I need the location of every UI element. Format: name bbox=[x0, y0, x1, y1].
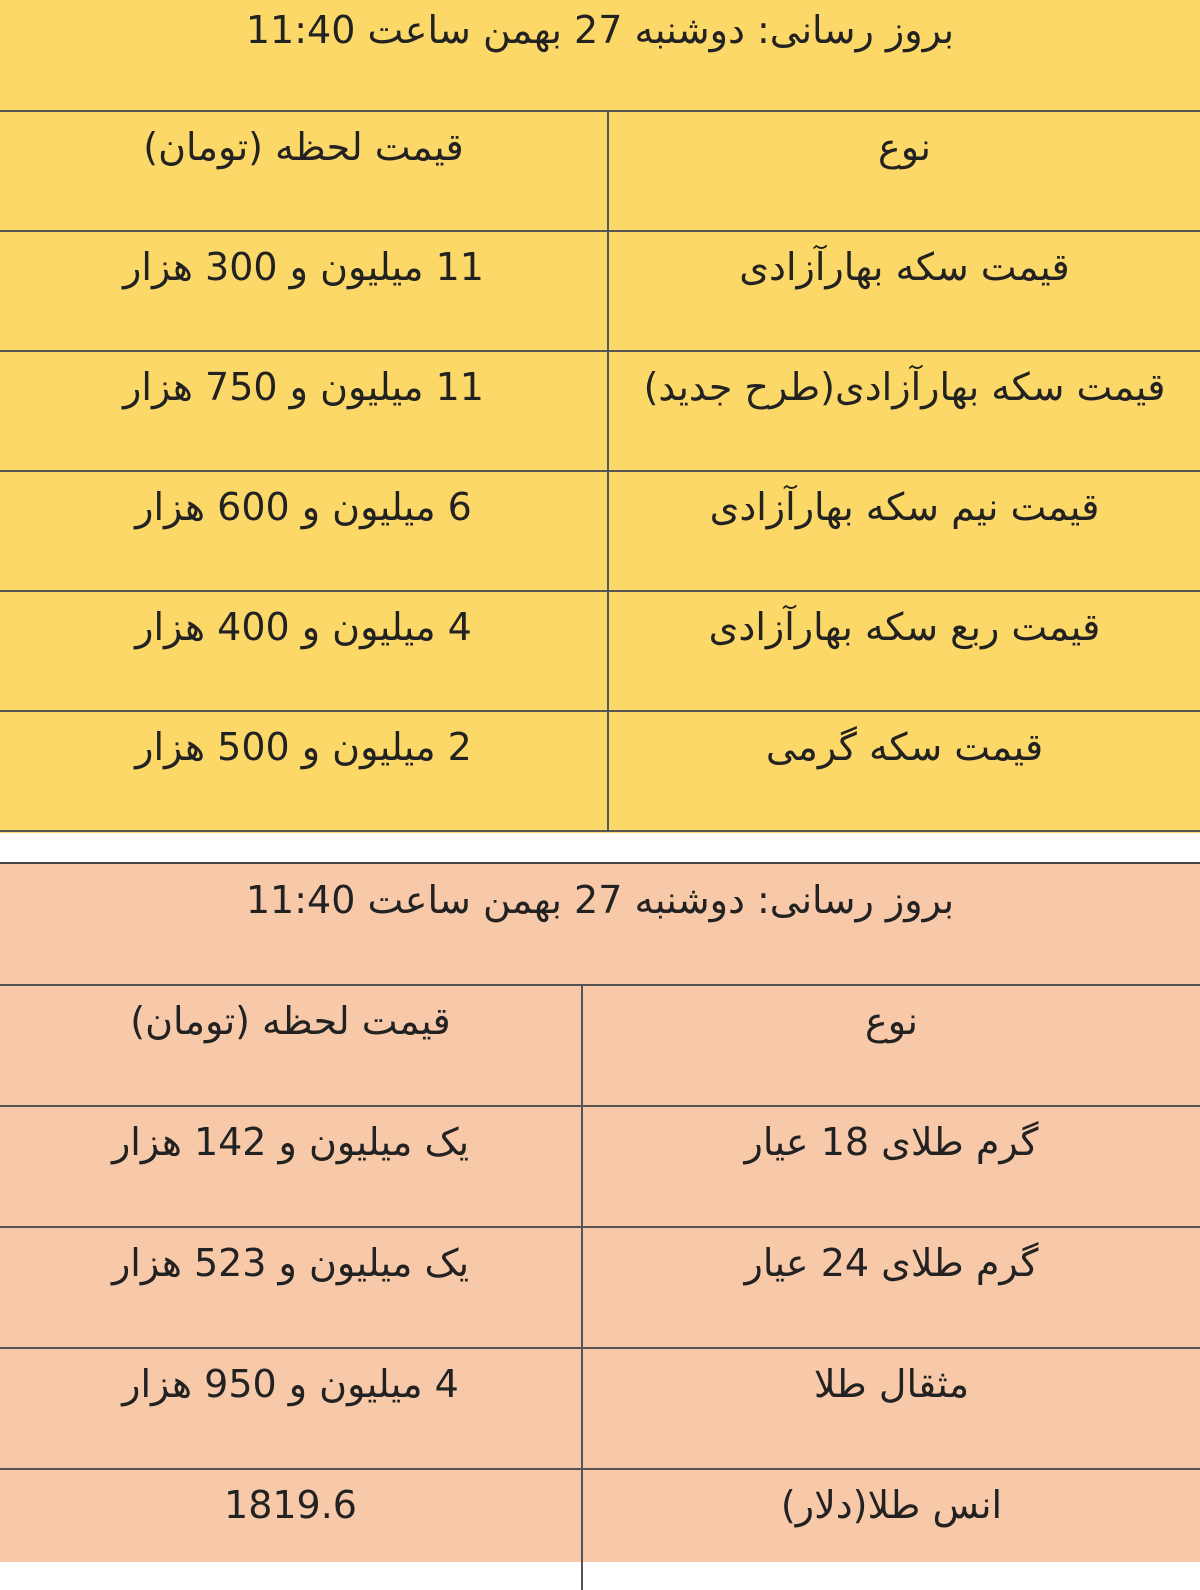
panel-divider bbox=[0, 833, 1200, 862]
coin-update-title: بروز رسانی: دوشنبه 27 بهمن ساعت 11:40 bbox=[245, 8, 955, 52]
gold-update-title: بروز رسانی: دوشنبه 27 بهمن ساعت 11:40 bbox=[245, 878, 955, 922]
table-row bbox=[0, 351, 1200, 471]
type-cell: قیمت ربع سکه بهارآزادی bbox=[608, 591, 1200, 711]
table-row bbox=[0, 1227, 1200, 1348]
type-column-header: نوع bbox=[582, 985, 1200, 1106]
table-row bbox=[0, 471, 1200, 591]
price-cell: 6 میلیون و 600 هزار bbox=[0, 471, 608, 591]
gold-price-table bbox=[0, 984, 1200, 1590]
table-row bbox=[0, 711, 1200, 831]
table-row bbox=[0, 231, 1200, 351]
price-cell: 11 میلیون و 300 هزار bbox=[0, 231, 608, 351]
type-cell: قیمت سکه گرمی bbox=[608, 711, 1200, 831]
price-cell: 1819.6 bbox=[0, 1469, 582, 1590]
table-row bbox=[0, 1106, 1200, 1227]
price-cell: 4 میلیون و 400 هزار bbox=[0, 591, 608, 711]
price-cell: یک میلیون و 142 هزار bbox=[0, 1106, 582, 1227]
type-cell: قیمت نیم سکه بهارآزادی bbox=[608, 471, 1200, 591]
table-header-row bbox=[0, 111, 1200, 231]
price-cell: 11 میلیون و 750 هزار bbox=[0, 351, 608, 471]
price-cell: 4 میلیون و 950 هزار bbox=[0, 1348, 582, 1469]
type-cell: گرم طلای 18 عیار bbox=[582, 1106, 1200, 1227]
table-row bbox=[0, 1469, 1200, 1590]
type-column-header: نوع bbox=[608, 111, 1200, 231]
coin-price-table bbox=[0, 110, 1200, 832]
type-cell: قیمت سکه بهارآزادی(طرح جدید) bbox=[608, 351, 1200, 471]
table-header-row bbox=[0, 985, 1200, 1106]
price-column-header: قیمت لحظه (تومان) bbox=[0, 985, 582, 1106]
type-cell: مثقال طلا bbox=[582, 1348, 1200, 1469]
table-row bbox=[0, 591, 1200, 711]
type-cell: انس طلا(دلار) bbox=[582, 1469, 1200, 1590]
price-column-header: قیمت لحظه (تومان) bbox=[0, 111, 608, 231]
price-cell: 2 میلیون و 500 هزار bbox=[0, 711, 608, 831]
price-cell: یک میلیون و 523 هزار bbox=[0, 1227, 582, 1348]
gold-price-panel bbox=[0, 862, 1200, 1562]
type-cell: قیمت سکه بهارآزادی bbox=[608, 231, 1200, 351]
table-row bbox=[0, 1348, 1200, 1469]
type-cell: گرم طلای 24 عیار bbox=[582, 1227, 1200, 1348]
